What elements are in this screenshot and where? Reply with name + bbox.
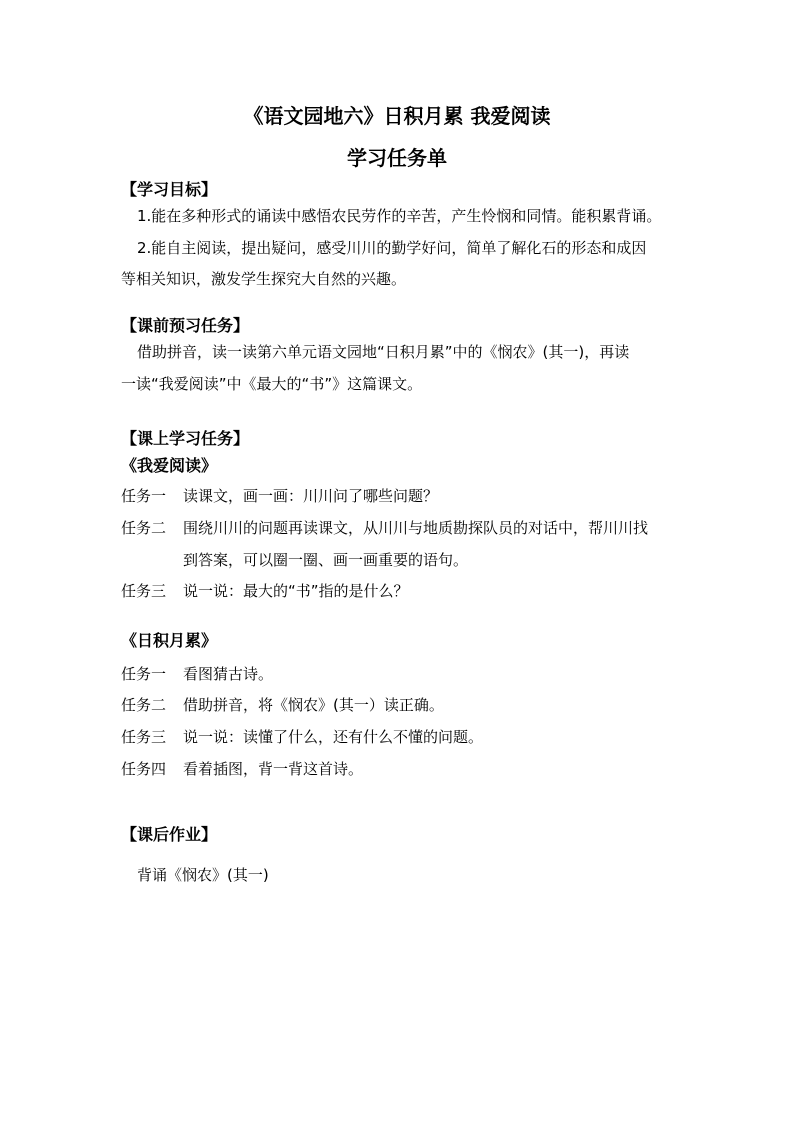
class-tasks-heading: 【课上学习任务】: [121, 429, 250, 448]
document-title: 《语文园地六》日积月累 我爱阅读: [243, 104, 551, 128]
task-label: 任务四: [121, 760, 167, 778]
accumulate-task-1: [121, 663, 273, 685]
goal-item-2-line-1: 2.能自主阅读，提出疑问，感受川川的勤学好问，简单了解化石的形态和成因: [137, 239, 647, 257]
task-label: 任务三: [121, 728, 167, 746]
accumulate-task-2: [121, 694, 444, 716]
task-text: 借助拼音，将《悯农》(其一）读正确。: [183, 696, 444, 714]
goal-item-2-line-2: 等相关知识，激发学生探究大自然的兴趣。: [121, 270, 407, 288]
task-label: 任务三: [121, 582, 167, 600]
task-text: 读课文，画一画：川川问了哪些问题？: [183, 487, 439, 505]
reading-section-heading: 《我爱阅读》: [121, 456, 218, 475]
task-label: 任务一: [121, 487, 167, 505]
goal-item-1: 1.能在多种形式的诵读中感悟农民劳作的辛苦，产生怜悯和同情。能积累背诵。: [137, 207, 662, 225]
document-subtitle: 学习任务单: [347, 146, 447, 170]
reading-task-3: [121, 580, 409, 602]
reading-task-1: [121, 485, 438, 507]
accumulate-section-heading: 《日积月累》: [121, 631, 218, 650]
task-label: 任务一: [121, 665, 167, 683]
homework-heading: 【课后作业】: [121, 825, 218, 844]
homework-text: 背诵《悯农》(其一): [137, 866, 269, 884]
goals-heading: 【学习目标】: [121, 180, 218, 199]
reading-task-2: [121, 517, 648, 539]
task-text: 说一说：读懂了什么，还有什么不懂的问题。: [183, 728, 484, 746]
task-text: 看图猜古诗。: [183, 665, 274, 683]
accumulate-task-4: [121, 758, 363, 780]
preview-heading: 【课前预习任务】: [121, 316, 250, 335]
task-text: 说一说：最大的“书”指的是什么？: [183, 582, 409, 600]
accumulate-task-3: [121, 726, 483, 748]
task-label: 任务二: [121, 696, 167, 714]
task-text: 看着插图，背一背这首诗。: [183, 760, 364, 778]
reading-task-2-line-2: 到答案，可以圈一圈、画一画重要的语句。: [183, 551, 469, 569]
task-text: 围绕川川的问题再读课文，从川川与地质勘探队员的对话中，帮川川找: [183, 519, 649, 537]
preview-line-1: 借助拼音，读一读第六单元语文园地“日积月累”中的《悯农》(其一)，再读: [137, 343, 630, 361]
task-label: 任务二: [121, 519, 167, 537]
preview-line-2: 一读“我爱阅读”中《最大的“书”》这篇课文。: [121, 375, 423, 393]
